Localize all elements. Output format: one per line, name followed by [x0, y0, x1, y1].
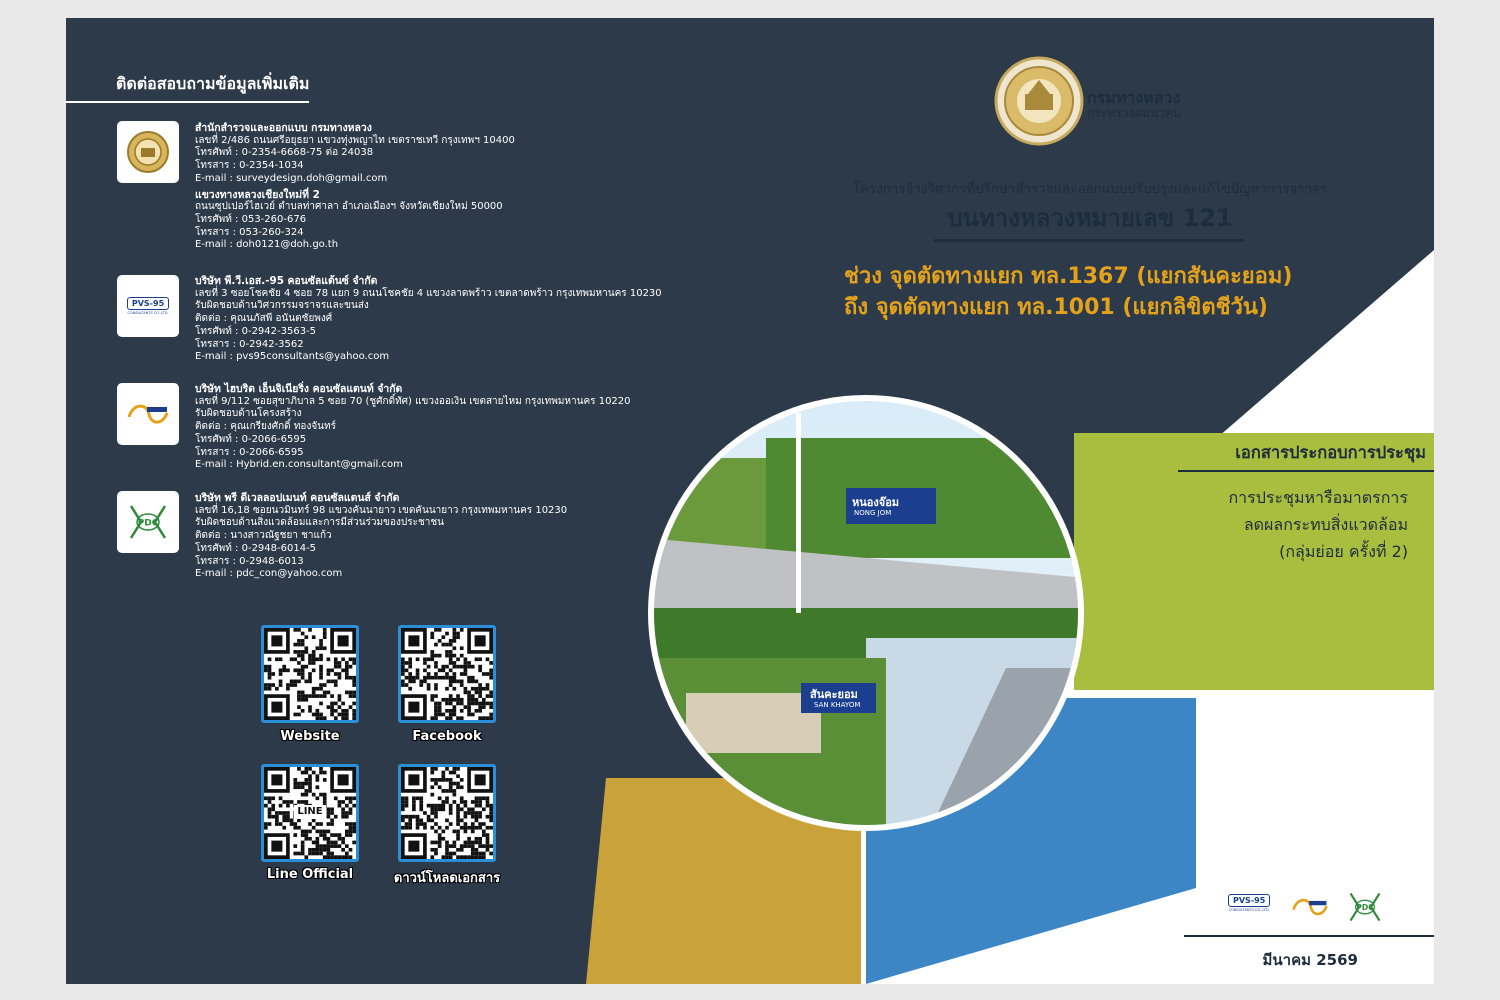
doh-seal-logo	[117, 121, 179, 183]
org-doh-cm2-name: แขวงทางหลวงเชียงใหม่ที่ 2	[195, 188, 320, 201]
org-doh-fax: โทรสาร : 0-2354-1034	[195, 160, 304, 172]
footer-pdc-logo-icon	[1342, 890, 1388, 924]
qr-code-line[interactable]	[261, 764, 359, 862]
qr-code-website[interactable]	[261, 625, 359, 723]
org-pvs95-contact: ติดต่อ : คุณนภัสพี อนันตชัยพงศ์	[195, 313, 333, 325]
qr-label-facebook: Facebook	[412, 729, 482, 744]
pdc-logo	[117, 491, 179, 553]
segment-from: ช่วง จุดตัดทางแยก ทล.1367 (แยกสันคะยอม)	[844, 264, 1293, 289]
qr-pattern-icon	[264, 628, 356, 720]
pvs95-logo-sub: CONSULTANTS CO.,LTD.	[127, 311, 169, 315]
org-pvs95	[195, 275, 662, 364]
org-hybrid-phone: โทรศัพท์ : 0-2066-6595	[195, 433, 307, 445]
contact-title: ติดต่อสอบถามข้อมูลเพิ่มเติม	[116, 74, 310, 93]
org-hybrid-contact: ติดต่อ : คุณเกรียงศักดิ์ ทองจันทร์	[195, 421, 336, 433]
brochure-sheet	[66, 18, 1434, 984]
hybrid-logo	[117, 383, 179, 445]
qr-label-line: Line Official	[266, 867, 354, 882]
qr-line-center-text: LINE	[294, 805, 326, 819]
org-pvs95-email[interactable]: E-mail : pvs95consultants@yahoo.com	[195, 351, 390, 363]
org-pvs95-address: เลขที่ 3 ซอยโชคชัย 4 ซอย 78 แยก 9 ถนนโชคชัย 4 แขวงลาดพร้าว เขตลาดพร้าว กรุงเทพมหานคร 10230	[195, 287, 662, 299]
pdc-logo-text: PDC	[137, 518, 159, 529]
publication-date: มีนาคม 2569	[1262, 951, 1358, 969]
org-doh-cm2-email[interactable]: E-mail : doh0121@doh.go.th	[195, 239, 339, 251]
org-hybrid-name: บริษัท ไฮบริด เอ็นจิเนียริ่ง คอนซัลแตนท์ จำกัด	[195, 383, 403, 395]
qr-pattern-icon	[401, 628, 493, 720]
doh-seal-icon	[126, 130, 170, 174]
meeting-line-2: ลดผลกระทบสิ่งแวดล้อม	[1243, 515, 1408, 534]
meeting-line-1: การประชุมหารือมาตรการ	[1228, 488, 1408, 507]
org-pvs95-role: รับผิดชอบด้านวิศวกรรมจราจรและขนส่ง	[195, 300, 369, 312]
pdc-emblem-icon	[125, 502, 171, 542]
org-hybrid-fax: โทรสาร : 0-2066-6595	[195, 446, 304, 458]
org-doh-phone: โทรศัพท์ : 0-2354-6668-75 ต่อ 24038	[195, 147, 374, 159]
org-pvs95-phone: โทรศัพท์ : 0-2942-3563-5	[195, 325, 317, 337]
org-doh-name: สำนักสำรวจและออกแบบ กรมทางหลวง	[195, 122, 372, 134]
footer-pvs95-sub: CONSULTANTS CO.,LTD.	[1228, 908, 1270, 912]
footer-pvs95-logo	[1228, 894, 1270, 912]
sign-san-khayom-en: SAN KHAYOM	[814, 701, 861, 709]
org-doh-cm2-phone: โทรศัพท์ : 053-260-676	[195, 213, 307, 225]
qr-pattern-icon	[401, 767, 493, 859]
project-title-line: โครงการจ้างวิศวกรที่ปรึกษาสำรวจและออกแบบปรับปรุงและแก้ไขปัญหาการจราจร	[852, 182, 1328, 197]
qr-code-facebook[interactable]	[398, 625, 496, 723]
pvs95-logo-text: PVS-95	[127, 297, 168, 310]
org-pdc-email[interactable]: E-mail : pdc_con@yahoo.com	[195, 568, 343, 580]
ministry-name: กระทรวงคมนาคม	[1087, 106, 1181, 120]
segment-to: ถึง จุดตัดทางแยก ทล.1001 (แยกลิขิตชีวัน)	[844, 295, 1268, 320]
meeting-doc-title: เอกสารประกอบการประชุม	[1235, 443, 1426, 462]
sign-nong-jom: หนองจ๊อม	[852, 496, 900, 509]
org-pvs95-fax: โทรสาร : 0-2942-3562	[195, 338, 304, 350]
org-pdc-contact: ติดต่อ : นางสาวณัฐชยา ชาแก้ว	[195, 530, 332, 542]
org-pdc-fax: โทรสาร : 0-2948-6013	[195, 555, 304, 567]
org-doh-cm2-address: ถนนซุปเปอร์ไฮเวย์ ตำบลท่าศาลา อำเภอเมืองฯ จังหวัดเชียงใหม่ 50000	[195, 201, 503, 213]
footer-pvs95-text: PVS-95	[1228, 894, 1270, 907]
sign-san-khayom: สันคะยอม	[810, 688, 858, 701]
qr-code-download[interactable]	[398, 764, 496, 862]
dept-name: กรมทางหลวง	[1087, 88, 1181, 107]
footer-pdc-text: PDC	[1356, 902, 1374, 912]
org-pvs95-name: บริษัท พี.วี.เอส.-95 คอนซัลแต้นซ์ จำกัด	[195, 275, 378, 287]
pvs95-logo	[117, 275, 179, 337]
org-doh	[195, 122, 515, 252]
org-doh-email[interactable]: E-mail : surveydesign.doh@gmail.com	[195, 172, 388, 184]
org-doh-cm2-fax: โทรสาร : 053-260-324	[195, 226, 304, 238]
sign-nong-jom-en: NONG JOM	[854, 509, 892, 517]
contact-title-rule	[66, 101, 309, 103]
org-pdc-role: รับผิดชอบด้านสิ่งแวดล้อมและการมีส่วนร่วมของประชาชน	[195, 517, 444, 529]
qr-label-download: ดาวน์โหลดเอกสาร	[393, 871, 501, 886]
org-hybrid-email[interactable]: E-mail : Hybrid.en.consultant@gmail.com	[195, 459, 403, 471]
org-pdc-name: บริษัท พรี ดีเวลลอปเมนท์ คอนซัลแตนส์ จำกัด	[195, 492, 400, 504]
doh-seal-large-icon	[994, 56, 1084, 146]
date-rule	[1184, 935, 1434, 937]
org-pdc	[195, 492, 567, 581]
qr-label-website: Website	[280, 729, 340, 744]
org-pdc-phone: โทรศัพท์ : 0-2948-6014-5	[195, 542, 317, 554]
route-underline	[934, 239, 1244, 242]
hybrid-swirl-icon	[125, 399, 171, 429]
meeting-title-rule	[1178, 470, 1434, 472]
org-hybrid	[195, 383, 631, 472]
meeting-line-3: (กลุ่มย่อย ครั้งที่ 2)	[1279, 542, 1408, 561]
footer-hybrid-logo-icon	[1290, 894, 1330, 920]
org-hybrid-role: รับผิดชอบด้านโครงสร้าง	[195, 408, 302, 420]
org-hybrid-address: เลขที่ 9/112 ซอยสุขาภิบาล 5 ซอย 70 (ชูศักดิ์ทัศ) แขวงออเงิน เขตสายไหม กรุงเทพมหานคร 10220	[195, 395, 631, 407]
org-doh-address: เลขที่ 2/486 ถนนศรีอยุธยา แขวงทุ่งพญาไท เขตราชเทวี กรุงเทพฯ 10400	[195, 134, 515, 146]
org-pdc-address: เลขที่ 16,18 ซอยนวมินทร์ 98 แขวงคันนายาว เขตคันนายาว กรุงเทพมหานคร 10230	[195, 504, 568, 516]
doh-seal	[994, 56, 1084, 146]
project-route: บนทางหลวงหมายเลข 121	[947, 204, 1233, 232]
